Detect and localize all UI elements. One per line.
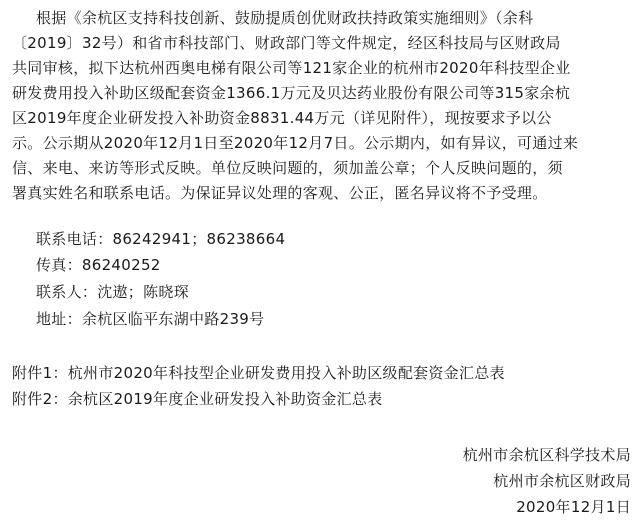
notice-line: 〔2019〕32号）和省市科技部门、财政部门等文件规定，经区科技局与区财政局 [12,34,561,52]
contact-fax: 传真：86240252 [36,256,161,274]
signature-date: 2020年12月1日 [516,498,631,516]
attachment-1: 附件1：杭州市2020年科技型企业研发费用投入补助区级配套资金汇总表 [12,364,505,382]
contact-person: 联系人：沈遨；陈晓琛 [36,283,190,301]
notice-line: 信、来电、来访等形式反映。单位反映问题的，须加盖公章；个人反映问题的，须 [12,159,563,177]
signature-org-finance: 杭州市余杭区财政局 [493,472,631,490]
notice-line: 署真实姓名和联系电话。为保证异议处理的客观、公正，匿名异议将不予受理。 [12,184,548,202]
notice-line: 研发费用投入补助区级配套资金1366.1万元及贝达药业股份有限公司等315家余杭 [12,84,571,102]
notice-body [12,6,632,206]
notice-line: 根据《余杭区支持科技创新、鼓励提质创优财政扶持政策实施细则》（余科 [36,9,534,27]
notice-line: 区2019年度企业研发投入补助资金8831.44万元（详见附件），现按要求予以公 [12,109,552,127]
contact-phone: 联系电话：86242941；86238664 [36,230,286,248]
notice-line: 示。公示期从2020年12月1日至2020年12月7日。公示期内，如有异议，可通过来 [12,134,579,152]
signature-org-science: 杭州市余杭区科学技术局 [462,446,631,464]
notice-line: 共同审核，拟下达杭州西奥电梯有限公司等121家企业的杭州市2020年科技型企业 [12,59,571,77]
attachment-2: 附件2：余杭区2019年度企业研发投入补助资金汇总表 [12,390,383,408]
contact-address: 地址：余杭区临平东湖中路239号 [36,310,265,328]
